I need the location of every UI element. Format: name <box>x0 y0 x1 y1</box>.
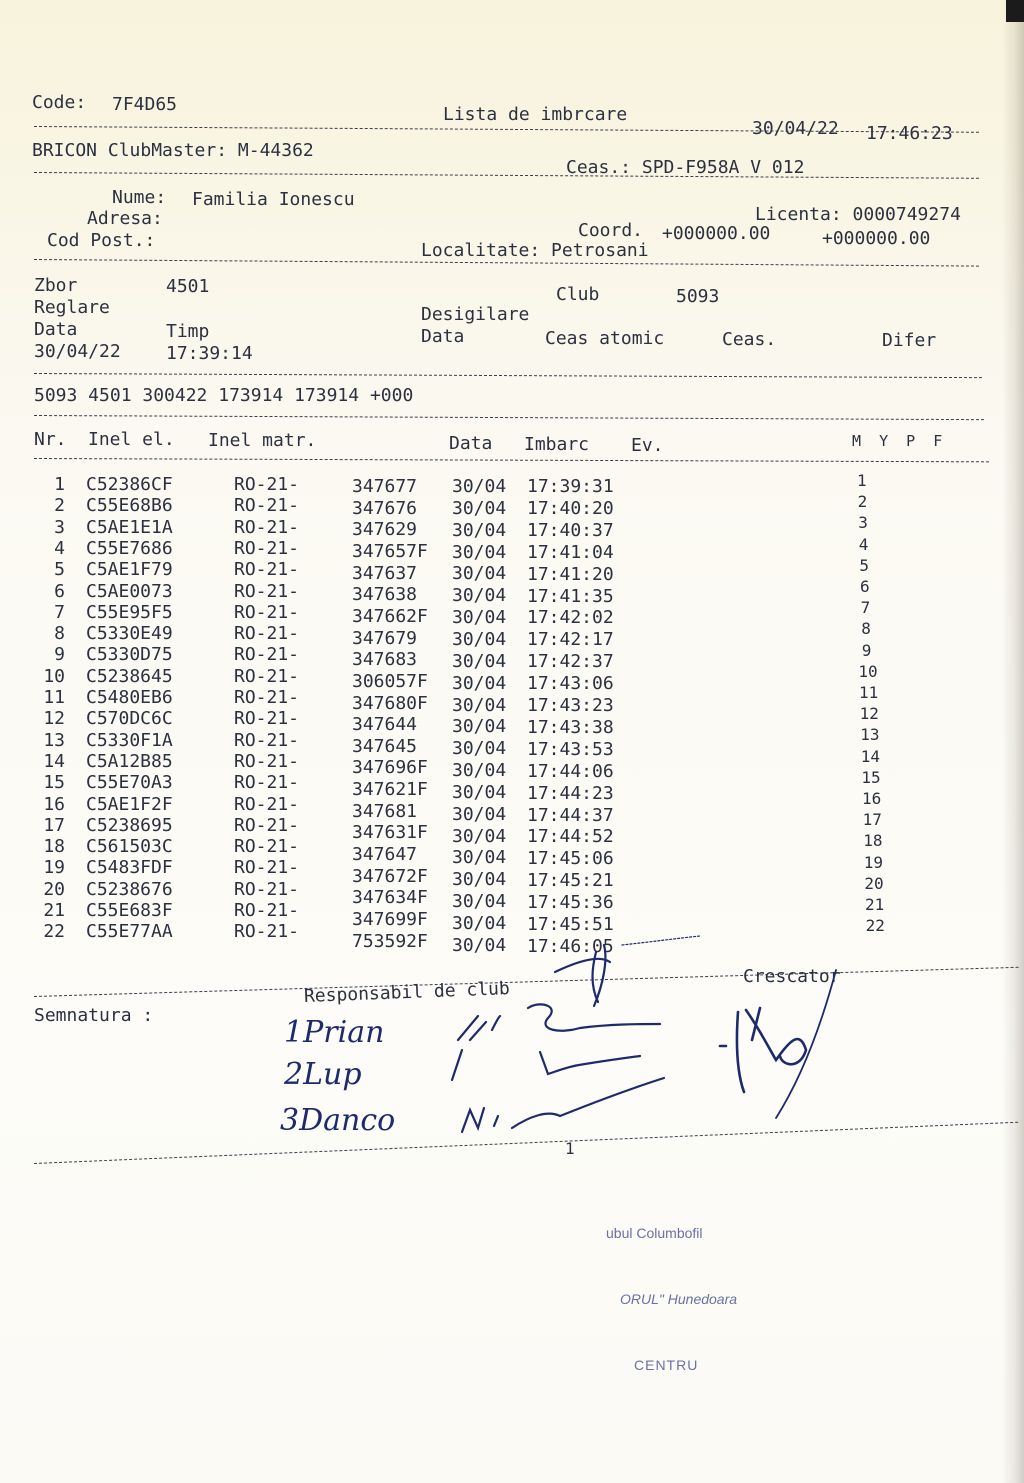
row-inel-matr: 347647 <box>352 844 418 866</box>
row-inel-el: C5330E49 <box>86 623 173 645</box>
stamp-line-3: CENTRU <box>634 1357 699 1373</box>
row-m-value: 18 <box>863 831 883 851</box>
row-data: 30/04 <box>452 650 507 672</box>
row-nr: 22 <box>43 921 65 943</box>
row-data: 30/04 <box>452 476 507 497</box>
row-data: 30/04 <box>452 781 507 803</box>
row-m-value: 13 <box>860 725 880 745</box>
row-nr: 2 <box>54 495 65 517</box>
coord-y: +000000.00 <box>822 228 931 249</box>
row-m-value: 21 <box>865 895 885 914</box>
row-data: 30/04 <box>452 934 507 956</box>
row-nr: 13 <box>43 729 65 751</box>
row-m-value: 17 <box>862 810 882 830</box>
col-header-inel-el: Inel el. <box>88 429 175 450</box>
reglare-timp-label: Timp <box>166 321 210 342</box>
reglare-data-label: Data <box>34 319 78 340</box>
row-nr: 5 <box>54 559 65 581</box>
row-inel-el: C55E95F5 <box>86 601 173 623</box>
coord-label: Coord. <box>578 220 644 241</box>
row-data: 30/04 <box>452 541 507 563</box>
reglare-date: 30/04/22 <box>34 341 121 362</box>
row-inel-matr: 347621F <box>352 779 428 801</box>
row-imbarc: 17:44:52 <box>527 826 614 848</box>
row-nr: 4 <box>54 537 65 559</box>
row-inel-el: C570DC6C <box>86 708 173 730</box>
document-title: Lista de imbrcare <box>443 104 628 125</box>
row-inel-matr: 347657F <box>352 540 428 562</box>
col-header-nr: Nr. <box>34 429 67 450</box>
difer-label: Difer <box>882 330 937 351</box>
row-imbarc: 17:43:53 <box>527 738 614 760</box>
row-ring-prefix: RO-21- <box>234 516 300 538</box>
row-data: 30/04 <box>452 694 507 716</box>
row-ring-prefix: RO-21- <box>234 729 300 751</box>
row-data: 30/04 <box>452 585 507 607</box>
row-data: 30/04 <box>452 716 507 738</box>
row-inel-el: C5330F1A <box>86 729 173 751</box>
row-inel-matr: 347679 <box>352 627 418 649</box>
row-ring-prefix: RO-21- <box>234 580 300 602</box>
row-inel-el: C5480EB6 <box>86 687 173 708</box>
row-nr: 6 <box>54 580 65 602</box>
handwritten-name-1: 1Prian <box>284 1015 385 1050</box>
zbor-value: 4501 <box>166 276 210 297</box>
row-inel-el: C55E683F <box>86 900 173 921</box>
row-m-value: 6 <box>860 577 870 596</box>
row-imbarc: 17:46:05 <box>527 935 614 957</box>
row-data: 30/04 <box>452 760 507 782</box>
row-nr: 10 <box>43 665 65 687</box>
row-inel-matr: 347672F <box>352 865 428 887</box>
row-ring-prefix: RO-21- <box>234 601 300 623</box>
row-ring-prefix: RO-21- <box>234 836 300 858</box>
adresa-label: Adresa: <box>87 208 163 229</box>
row-inel-matr: 347637 <box>352 562 418 584</box>
row-imbarc: 17:43:06 <box>527 673 614 695</box>
reglare-label: Reglare <box>34 297 110 318</box>
row-m-value: 2 <box>857 492 868 512</box>
row-data: 30/04 <box>452 869 507 891</box>
row-imbarc: 17:45:06 <box>527 848 614 870</box>
cod-post-label: Cod Post.: <box>47 230 156 251</box>
row-m-value: 14 <box>860 746 881 766</box>
row-imbarc: 17:39:31 <box>527 476 614 497</box>
row-nr: 11 <box>43 687 65 708</box>
row-inel-el: C55E77AA <box>86 921 173 943</box>
row-inel-el: C5238676 <box>86 878 173 900</box>
crescator-label: Crescator <box>743 966 841 987</box>
row-imbarc: 17:43:38 <box>527 716 614 738</box>
code-label: Code: <box>32 92 87 113</box>
row-inel-el: C5238695 <box>86 814 173 836</box>
row-imbarc: 17:44:23 <box>527 782 614 804</box>
print-time: 17:46:23 <box>866 123 953 144</box>
row-ring-prefix: RO-21- <box>234 623 300 645</box>
row-imbarc: 17:43:23 <box>527 695 614 716</box>
row-imbarc: 17:42:17 <box>527 629 614 651</box>
row-inel-matr: 347631F <box>352 822 428 844</box>
row-inel-matr: 347645 <box>352 735 418 757</box>
row-ring-prefix: RO-21- <box>234 772 300 794</box>
row-nr: 15 <box>43 772 65 794</box>
row-m-value: 7 <box>860 598 871 618</box>
club-label: Club <box>556 284 600 305</box>
row-m-value: 4 <box>858 534 869 554</box>
row-m-value: 3 <box>858 513 868 533</box>
row-inel-el: C5AE1F79 <box>86 559 173 581</box>
row-imbarc: 17:44:06 <box>527 760 614 782</box>
row-data: 30/04 <box>452 628 507 650</box>
row-nr: 1 <box>54 474 65 495</box>
row-data: 30/04 <box>452 672 507 694</box>
row-m-value: 15 <box>861 767 881 787</box>
club-value: 5093 <box>676 286 720 307</box>
row-inel-matr: 347681 <box>352 800 418 822</box>
row-m-value: 22 <box>865 916 885 936</box>
clubmaster-label: BRICON ClubMaster: M-44362 <box>32 140 314 161</box>
row-ring-prefix: RO-21- <box>234 878 300 900</box>
col-header-inel-matr: Inel matr. <box>208 430 317 451</box>
row-inel-el: C55E70A3 <box>86 772 173 794</box>
row-inel-matr: 347683 <box>352 649 418 671</box>
ceas-atomic-label: Ceas atomic <box>545 328 665 349</box>
row-inel-el: C5238645 <box>86 665 173 687</box>
row-ring-prefix: RO-21- <box>234 687 300 708</box>
row-nr: 3 <box>54 516 65 538</box>
row-inel-matr: 306057F <box>352 670 428 692</box>
row-m-value: 12 <box>859 704 879 724</box>
row-data: 30/04 <box>452 803 507 825</box>
handwritten-name-2: 2Lup <box>284 1057 362 1092</box>
row-data: 30/04 <box>452 497 507 519</box>
row-imbarc: 17:45:36 <box>527 892 614 914</box>
code-value: 7F4D65 <box>112 94 178 115</box>
licence-number: Licenta: 0000749274 <box>755 204 961 225</box>
row-ring-prefix: RO-21- <box>234 665 300 687</box>
row-data: 30/04 <box>452 563 507 585</box>
zbor-label: Zbor <box>34 275 78 296</box>
row-nr: 7 <box>54 601 65 623</box>
row-ring-prefix: RO-21- <box>234 750 300 772</box>
desigilare-label: Desigilare <box>421 304 530 325</box>
row-data: 30/04 <box>452 519 507 541</box>
row-inel-el: C5AE1E1A <box>86 516 173 538</box>
col-header-data: Data <box>449 433 493 454</box>
row-inel-el: C55E68B6 <box>86 495 173 517</box>
row-inel-matr: 347699F <box>352 909 428 930</box>
row-nr: 8 <box>54 623 65 645</box>
row-inel-matr: 347629 <box>352 519 418 541</box>
flight-summary-line: 5093 4501 300422 173914 173914 +000 <box>34 385 414 406</box>
row-m-value: 16 <box>862 789 882 808</box>
col-header-mypf: M Y P F <box>852 432 943 450</box>
row-nr: 12 <box>43 708 65 730</box>
row-data: 30/04 <box>452 607 507 629</box>
row-ring-prefix: RO-21- <box>234 495 300 517</box>
row-inel-el: C5AE1F2F <box>86 793 173 815</box>
clock-id: Ceas.: SPD-F958A V 012 <box>566 157 805 178</box>
row-imbarc: 17:40:37 <box>527 519 614 541</box>
row-ring-prefix: RO-21- <box>234 921 300 943</box>
row-inel-el: C561503C <box>86 836 173 858</box>
row-inel-el: C55E7686 <box>86 537 173 559</box>
row-m-value: 20 <box>864 873 884 893</box>
row-m-value: 1 <box>857 471 867 490</box>
ceas-label: Ceas. <box>722 329 777 350</box>
row-data: 30/04 <box>452 738 507 760</box>
row-nr: 19 <box>43 857 65 879</box>
responsabil-label: Responsabil de club <box>303 978 511 1007</box>
row-ring-prefix: RO-21- <box>234 559 300 581</box>
row-inel-matr: 753592F <box>352 930 428 952</box>
row-inel-matr: 347677 <box>352 476 418 497</box>
row-inel-el: C52386CF <box>86 474 173 495</box>
row-m-value: 19 <box>863 852 884 872</box>
row-inel-el: C5AE0073 <box>86 580 173 602</box>
desigilare-data-label: Data <box>421 326 465 347</box>
semnatura-label: Semnatura : <box>34 1005 154 1026</box>
row-inel-matr: 347644 <box>352 714 418 736</box>
row-inel-el: C5483FDF <box>86 857 173 879</box>
row-imbarc: 17:41:35 <box>527 585 614 607</box>
row-m-value: 8 <box>861 619 871 639</box>
row-inel-matr: 347662F <box>352 605 428 627</box>
row-inel-matr: 347676 <box>352 497 418 519</box>
print-date: 30/04/22 <box>752 118 839 139</box>
row-imbarc: 17:41:04 <box>527 541 614 563</box>
row-m-value: 11 <box>859 683 879 702</box>
row-m-value: 10 <box>858 661 878 681</box>
row-nr: 21 <box>43 900 65 921</box>
col-header-ev: Ev. <box>631 435 664 456</box>
club-stamp <box>606 1178 737 1398</box>
col-header-imbarc: Imbarc <box>524 434 590 455</box>
row-imbarc: 17:42:02 <box>527 607 614 629</box>
reglare-time: 17:39:14 <box>166 343 253 364</box>
row-data: 30/04 <box>452 891 507 913</box>
row-data: 30/04 <box>452 913 507 934</box>
row-data: 30/04 <box>452 847 507 869</box>
row-imbarc: 17:45:51 <box>527 914 614 935</box>
row-inel-matr: 347638 <box>352 584 418 606</box>
row-inel-el: C5330D75 <box>86 644 173 666</box>
row-imbarc: 17:45:21 <box>527 870 614 892</box>
row-nr: 17 <box>43 814 65 836</box>
row-inel-matr: 347634F <box>352 887 428 909</box>
row-ring-prefix: RO-21- <box>234 644 300 666</box>
page-number: 1 <box>565 1139 575 1158</box>
row-imbarc: 17:44:37 <box>527 804 614 826</box>
stamp-line-2: ORUL" Hunedoara <box>620 1291 738 1307</box>
owner-name: Familia Ionescu <box>192 189 355 210</box>
row-ring-prefix: RO-21- <box>234 900 300 921</box>
row-nr: 16 <box>43 793 65 815</box>
row-inel-matr: 347696F <box>352 757 428 779</box>
row-ring-prefix: RO-21- <box>234 474 300 495</box>
row-ring-prefix: RO-21- <box>234 537 300 559</box>
stamp-line-1: ubul Columbofil <box>606 1225 703 1241</box>
locality: Localitate: Petrosani <box>421 240 649 261</box>
row-nr: 14 <box>43 750 65 772</box>
row-imbarc: 17:41:20 <box>527 563 614 585</box>
row-nr: 9 <box>54 644 65 666</box>
row-imbarc: 17:40:20 <box>527 497 614 519</box>
row-ring-prefix: RO-21- <box>234 857 300 879</box>
coord-x: +000000.00 <box>662 223 771 244</box>
row-ring-prefix: RO-21- <box>234 708 300 730</box>
row-nr: 20 <box>43 878 65 900</box>
row-m-value: 5 <box>859 555 870 575</box>
row-imbarc: 17:42:37 <box>527 651 614 673</box>
row-data: 30/04 <box>452 825 507 847</box>
row-ring-prefix: RO-21- <box>234 793 300 815</box>
row-inel-el: C5A12B85 <box>86 750 173 772</box>
handwritten-name-3: 3Danco <box>280 1103 396 1138</box>
row-nr: 18 <box>43 836 65 858</box>
nume-label: Nume: <box>112 187 167 208</box>
row-ring-prefix: RO-21- <box>234 814 300 836</box>
row-m-value: 9 <box>861 640 872 660</box>
row-inel-matr: 347680F <box>352 692 428 714</box>
